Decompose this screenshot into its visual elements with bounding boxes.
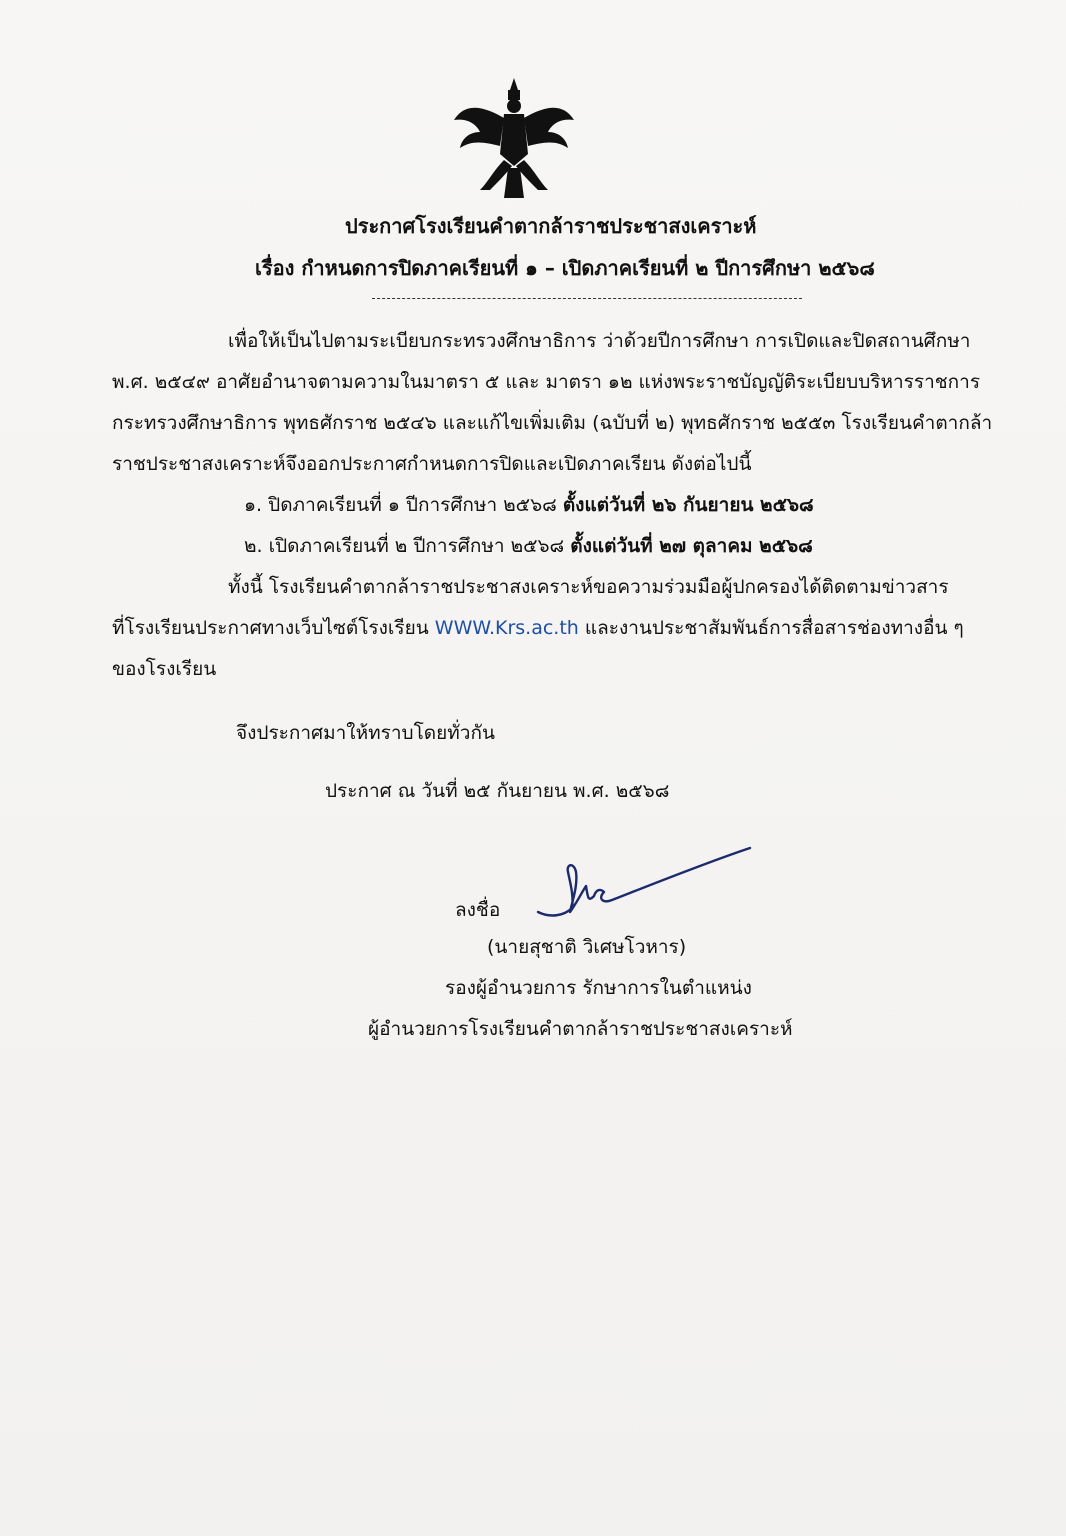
- body-line-2: พ.ศ. ๒๕๔๙ อาศัยอำนาจตามความในมาตรา ๕ และ มาตรา ๑๒ แห่งพระราชบัญญัติระเบียบบริหารราชการ: [112, 371, 981, 393]
- body-line-1: เพื่อให้เป็นไปตามระเบียบกระทรวงศึกษาธิการ ว่าด้วยปีการศึกษา การเปิดและปิดสถานศึกษา: [228, 330, 971, 352]
- body-line-6: [112, 613, 964, 643]
- body-line-6-start: ที่โรงเรียนประกาศทางเว็บไซต์โรงเรียน: [112, 617, 435, 639]
- body-line-7: ของโรงเรียน: [112, 658, 217, 680]
- body-line-6-end: และงานประชาสัมพันธ์การสื่อสารช่องทางอื่น ๆ: [578, 617, 964, 639]
- announcement-closing: จึงประกาศมาให้ทราบโดยทั่วกัน: [236, 722, 495, 744]
- schedule-item-open: [244, 531, 813, 561]
- signatory-name: (นายสุชาติ วิเศษโวหาร): [487, 936, 687, 958]
- garuda-emblem-icon: [450, 74, 578, 202]
- announcement-title: ประกาศโรงเรียนคำตากล้าราชประชาสงเคราะห์: [345, 214, 757, 238]
- body-line-4: ราชประชาสงเคราะห์จึงออกประกาศกำหนดการปิดและเปิดภาคเรียน ดังต่อไปนี้: [112, 453, 752, 475]
- signatory-position-1: รองผู้อำนวยการ รักษาการในตำแหน่ง: [445, 977, 752, 999]
- signatory-position-2: ผู้อำนวยการโรงเรียนคำตากล้าราชประชาสงเคราะห์: [368, 1018, 793, 1040]
- schedule-item-close-date: ตั้งแต่วันที่ ๒๖ กันยายน ๒๕๖๘: [562, 494, 814, 516]
- schedule-item-open-text: ๒. เปิดภาคเรียนที่ ๒ ปีการศึกษา ๒๕๖๘: [244, 535, 571, 557]
- title-divider: [372, 298, 802, 299]
- announcement-date: ประกาศ ณ วันที่ ๒๕ กันยายน พ.ศ. ๒๕๖๘: [325, 780, 670, 802]
- schedule-item-close-text: ๑. ปิดภาคเรียนที่ ๑ ปีการศึกษา ๒๕๖๘: [244, 494, 563, 516]
- handwritten-signature: [528, 842, 758, 926]
- signature-label: ลงชื่อ: [455, 899, 501, 921]
- school-website-link[interactable]: WWW.Krs.ac.th: [434, 617, 579, 639]
- announcement-subject: เรื่อง กำหนดการปิดภาคเรียนที่ ๑ – เปิดภาคเรียนที่ ๒ ปีการศึกษา ๒๕๖๘: [255, 256, 875, 280]
- schedule-item-open-date: ตั้งแต่วันที่ ๒๗ ตุลาคม ๒๕๖๘: [570, 535, 813, 557]
- body-line-3: กระทรวงศึกษาธิการ พุทธศักราช ๒๕๔๖ และแก้ไขเพิ่มเติม (ฉบับที่ ๒) พุทธศักราช ๒๕๕๓ โรงเรียนคำตากล้า: [112, 412, 993, 434]
- schedule-item-close: [244, 490, 814, 520]
- body-line-5: ทั้งนี้ โรงเรียนคำตากล้าราชประชาสงเคราะห์ขอความร่วมมือผู้ปกครองได้ติดตามข่าวสาร: [228, 576, 949, 598]
